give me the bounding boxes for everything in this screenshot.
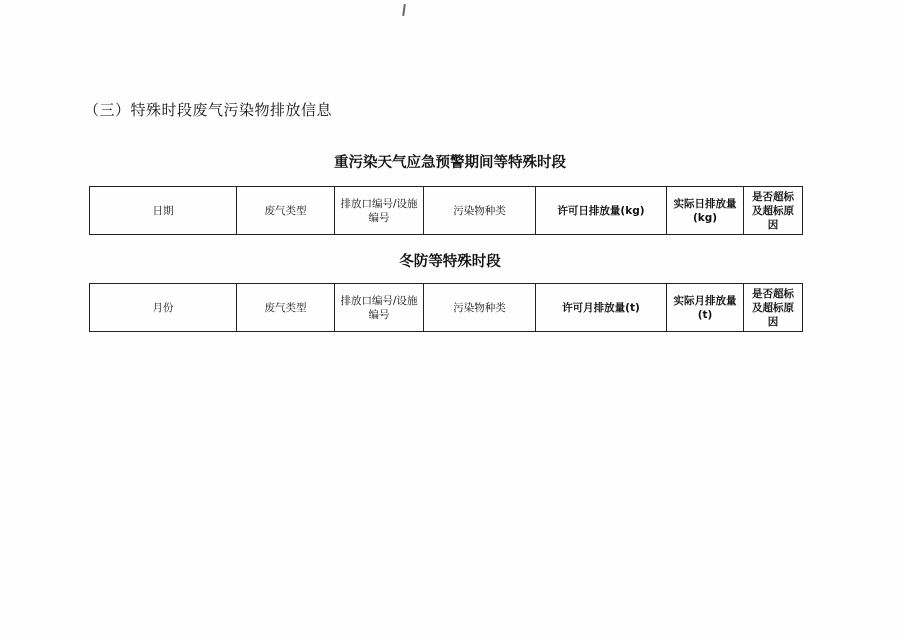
section-heading: （三）特殊时段废气污染物排放信息: [84, 101, 333, 119]
header-cell-outlet-id: 排放口编号/设施编号: [335, 284, 424, 332]
header-cell-pollutant-type: 污染物种类: [424, 284, 536, 332]
header-cell-actual-daily: 实际日排放量(kg): [667, 187, 744, 235]
header-cell-outlet-id: 排放口编号/设施编号: [335, 187, 424, 235]
winter-emission-table: [89, 283, 803, 332]
header-cell-actual-monthly: 实际月排放量(t): [667, 284, 744, 332]
header-cell-date: 日期: [90, 187, 237, 235]
header-cell-permitted-monthly: 许可月排放量(t): [536, 284, 667, 332]
scan-artifact-mark: [402, 4, 406, 16]
header-cell-month: 月份: [90, 284, 237, 332]
table-header-row: [90, 187, 803, 235]
table-header-row: [90, 284, 803, 332]
table-caption-heavy-pollution: 重污染天气应急预警期间等特殊时段: [334, 155, 566, 171]
header-cell-permitted-daily: 许可日排放量(kg): [536, 187, 667, 235]
header-cell-pollutant-type: 污染物种类: [424, 187, 536, 235]
heavy-pollution-emission-table: [89, 186, 803, 235]
table-caption-winter: 冬防等特殊时段: [399, 254, 501, 270]
header-cell-exceed-reason: 是否超标及超标原因: [744, 187, 803, 235]
header-cell-exceed-reason: 是否超标及超标原因: [744, 284, 803, 332]
header-cell-gas-type: 废气类型: [237, 187, 335, 235]
header-cell-gas-type: 废气类型: [237, 284, 335, 332]
